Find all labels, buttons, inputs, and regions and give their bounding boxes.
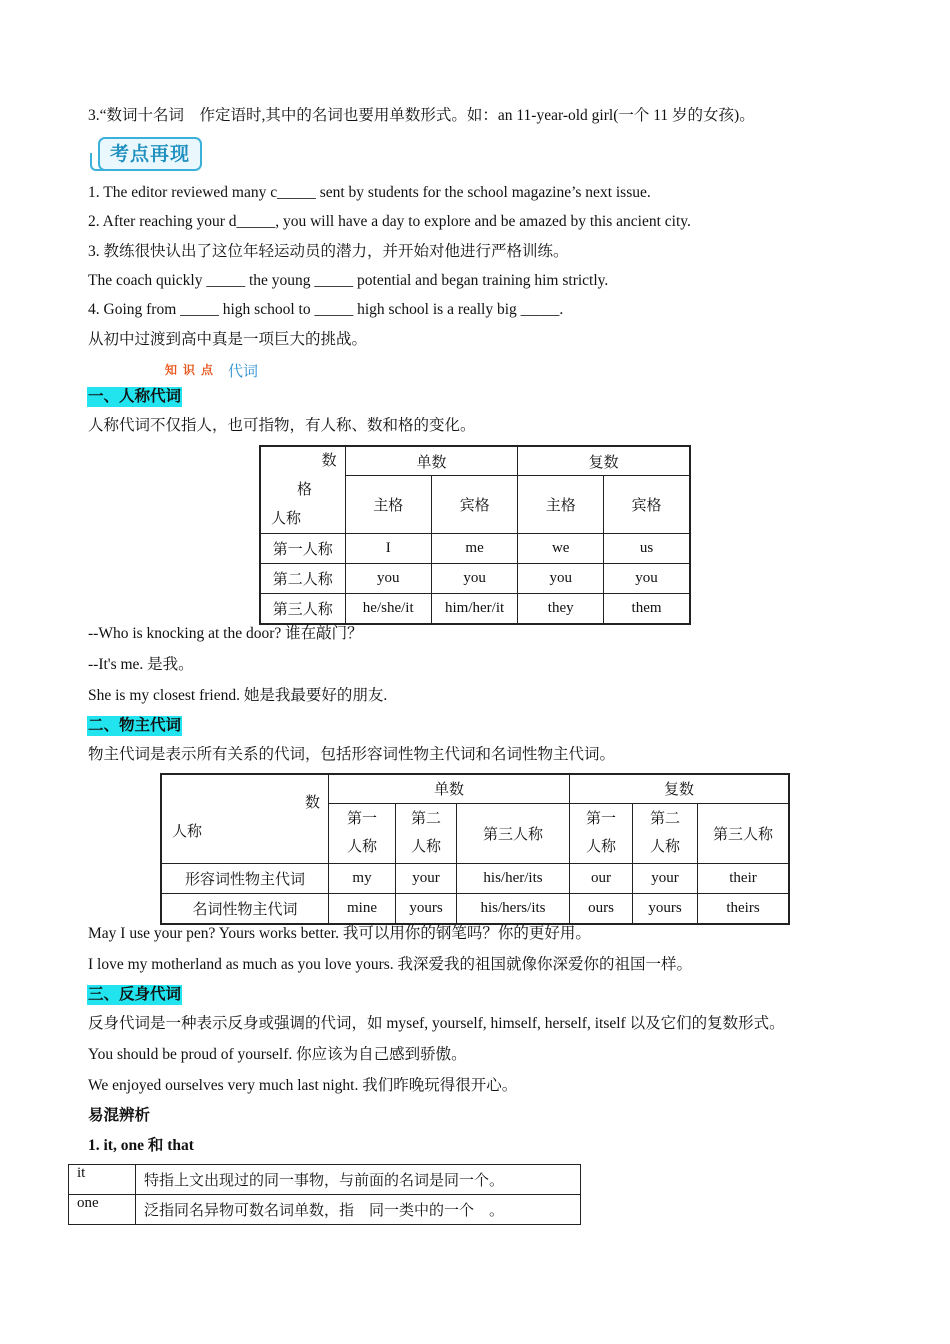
reflexive-example-1: You should be proud of yourself. 你应该为自己感到骄傲。	[88, 1046, 467, 1063]
row-label: 形容词性物主代词	[161, 864, 329, 894]
second-a: 第二	[410, 811, 441, 828]
cell: he/she/it	[345, 594, 431, 624]
row-label: 第三人称	[260, 594, 345, 624]
plural-header: 复数	[570, 774, 790, 803]
cell: our	[570, 864, 633, 894]
cell: them	[604, 594, 690, 624]
cell: mine	[329, 894, 396, 924]
cell: they	[518, 594, 604, 624]
badge-label: 考点再现	[98, 137, 202, 171]
cell: you	[431, 564, 517, 594]
cell: my	[329, 864, 396, 894]
cell: I	[345, 534, 431, 564]
table-row	[260, 534, 690, 564]
possessive-desc: 物主代词是表示所有关系的代词，包括形容词性物主代词和名词性物主代词。	[88, 746, 616, 763]
personal-desc: 人称代词不仅指人，也可指物，有人称、数和格的变化。	[88, 417, 476, 434]
section-title: 代词	[228, 362, 259, 380]
cell: theirs	[698, 894, 790, 924]
table-row	[161, 864, 789, 894]
plural-header: 复数	[518, 446, 690, 476]
cell: him/her/it	[431, 594, 517, 624]
corner-case: 格	[297, 482, 313, 498]
exercise-4: 4. Going from _____ high school to _____ high school is a really big _____.	[88, 301, 564, 318]
first-a: 第一	[346, 811, 377, 828]
confusion-heading: 易混辨析	[88, 1107, 151, 1124]
corner-person: 人称	[271, 511, 302, 527]
exercise-4-cn: 从初中过渡到高中真是一项巨大的挑战。	[88, 331, 368, 348]
knowledge-point-icon: 知识点	[165, 363, 220, 377]
table-row	[69, 1195, 581, 1225]
term-cell: one	[69, 1195, 136, 1225]
possessive-example-1: May I use your pen? Yours works better. 我可以用你的钢笔吗？你的更好用。	[88, 925, 591, 942]
cell: your	[633, 864, 698, 894]
possessive-example-2: I love my motherland as much as you love yours. 我深爱我的祖国就像你深爱你的祖国一样。	[88, 956, 693, 973]
obj-header: 宾格	[431, 476, 517, 534]
exercise-1: 1. The editor reviewed many c_____ sent by students for the school magazine’s next issue.	[88, 184, 651, 201]
table-row	[260, 564, 690, 594]
second-person-header	[633, 803, 698, 863]
cell: yours	[396, 894, 457, 924]
personal-pronoun-table	[259, 445, 691, 625]
singular-header: 单数	[329, 774, 570, 803]
corner-num: 数	[321, 453, 337, 469]
exercise-2: 2. After reaching your d_____, you will have a day to explore and be amazed by this ancient city.	[88, 213, 691, 230]
corner-cell	[161, 774, 329, 864]
confusion-subheading: 1. it, one 和 that	[88, 1137, 194, 1154]
table-row	[260, 594, 690, 624]
nom-header: 主格	[518, 476, 604, 534]
reflexive-heading: 三、反身代词	[88, 986, 182, 1003]
cell: your	[396, 864, 457, 894]
first-a: 第一	[585, 811, 616, 828]
cell: his/her/its	[457, 864, 570, 894]
reflexive-desc: 反身代词是一种表示反身或强调的代词，如 mysef, yourself, himself, herself, itself 以及它们的复数形式。	[88, 1015, 785, 1032]
table-row	[161, 894, 789, 924]
cell: you	[345, 564, 431, 594]
personal-example-1: --Who is knocking at the door? 谁在敲门？	[88, 625, 363, 642]
row-label: 第二人称	[260, 564, 345, 594]
cell: his/hers/its	[457, 894, 570, 924]
possessive-pronoun-table	[160, 773, 790, 925]
corner-person: 人称	[172, 824, 203, 840]
personal-example-3: She is my closest friend. 她是我最要好的朋友.	[88, 687, 388, 704]
obj-header: 宾格	[604, 476, 690, 534]
first-b: 人称	[346, 839, 377, 856]
possessive-heading: 二、物主代词	[88, 717, 182, 734]
intro-line: 3.“数词十名词 作定语时,其中的名词也要用单数形式。如：an 11-year-old girl(一个 11 岁的女孩)。	[88, 107, 755, 124]
second-b: 人称	[649, 839, 680, 856]
reflexive-example-2: We enjoyed ourselves very much last night. 我们昨晚玩得很开心。	[88, 1077, 518, 1094]
personal-heading: 一、人称代词	[88, 388, 182, 405]
cell: their	[698, 864, 790, 894]
row-label: 第一人称	[260, 534, 345, 564]
second-b: 人称	[410, 839, 441, 856]
corner-cell	[260, 446, 345, 534]
cell: you	[518, 564, 604, 594]
singular-header: 单数	[345, 446, 518, 476]
first-person-header	[570, 803, 633, 863]
cell: ours	[570, 894, 633, 924]
exam-review-badge	[90, 135, 202, 171]
personal-example-2: --It's me. 是我。	[88, 656, 194, 673]
desc-cell: 泛指同名异物可数名词单数，指 同一类中的一个 。	[136, 1195, 581, 1225]
third-person-header: 第三人称	[457, 803, 570, 863]
exercise-3-cn: 3. 教练很快认出了这位年轻运动员的潜力，并开始对他进行严格训练。	[88, 243, 569, 260]
cell: yours	[633, 894, 698, 924]
exercise-3-en: The coach quickly _____ the young _____ potential and began training him strictly.	[88, 272, 609, 289]
table-row	[69, 1165, 581, 1195]
first-b: 人称	[585, 839, 616, 856]
third-person-header: 第三人称	[698, 803, 790, 863]
nom-header: 主格	[345, 476, 431, 534]
cell: you	[604, 564, 690, 594]
cell: us	[604, 534, 690, 564]
second-a: 第二	[649, 811, 680, 828]
first-person-header	[329, 803, 396, 863]
cell: me	[431, 534, 517, 564]
term-cell: it	[69, 1165, 136, 1195]
cell: we	[518, 534, 604, 564]
row-label: 名词性物主代词	[161, 894, 329, 924]
second-person-header	[396, 803, 457, 863]
desc-cell: 特指上文出现过的同一事物，与前面的名词是同一个。	[136, 1165, 581, 1195]
corner-num: 数	[304, 795, 320, 811]
it-one-that-table	[68, 1164, 581, 1225]
